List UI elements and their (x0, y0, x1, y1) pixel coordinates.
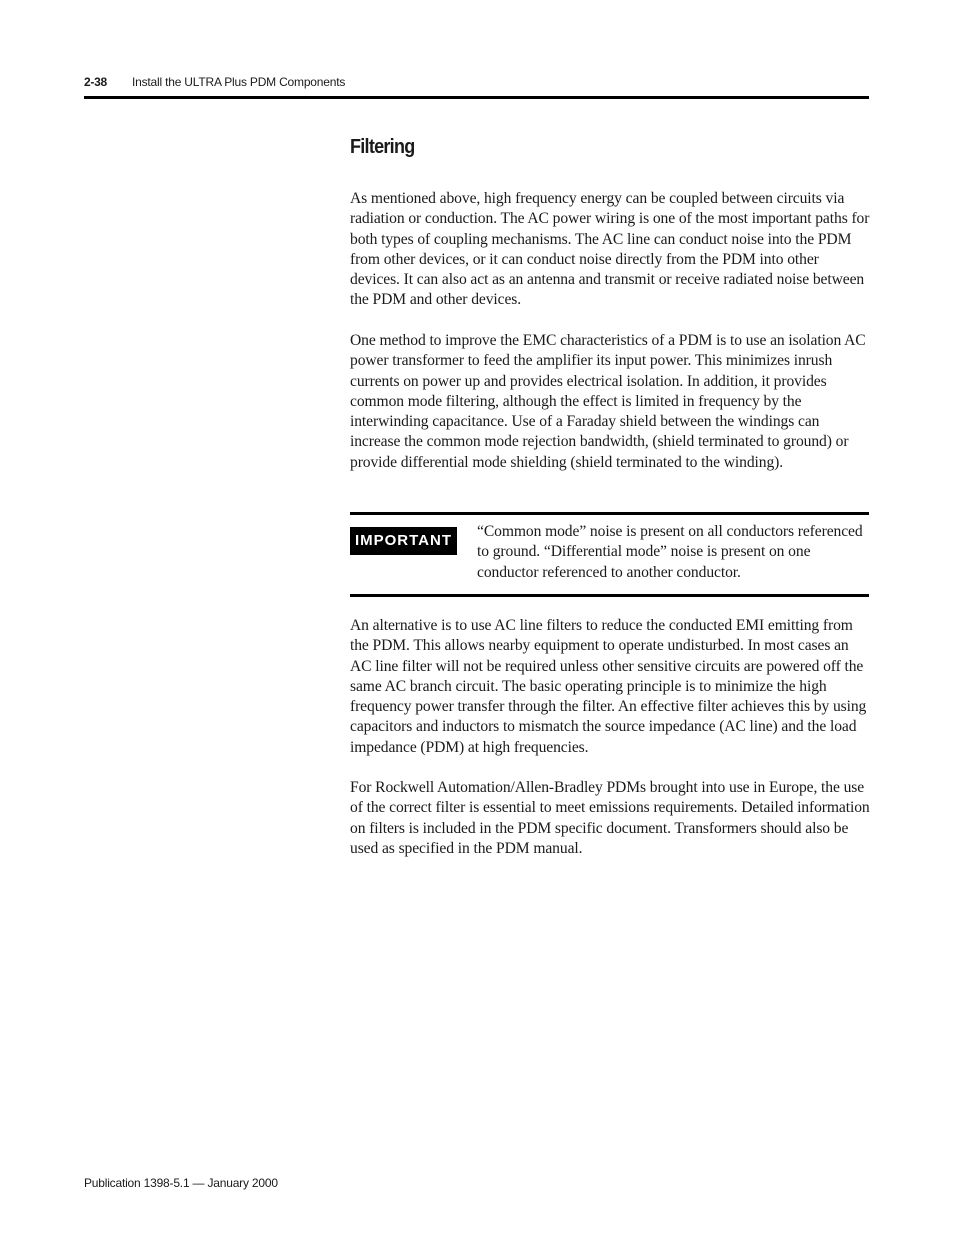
section-title: Filtering (350, 136, 415, 158)
chapter-title: Install the ULTRA Plus PDM Components (132, 75, 346, 89)
page-header (84, 74, 869, 98)
paragraph-isolation-transformer: One method to improve the EMC characteristics of a PDM is to use an isolation AC power transformer to feed the amplifier its input power. This minimizes inrush currents on power up and provides electrical isolation. In addition, it provides common mode filtering, although the effect is limited in frequency by the interwinding capacitance. Use of a Faraday shield between the windings can increase the common mode rejection bandwidth, (shield terminated to ground) or provide differential mode shielding (shield terminated to the winding). (350, 332, 866, 471)
publication-footer: Publication 1398-5.1 — January 2000 (84, 1176, 278, 1190)
header-rule (84, 96, 869, 99)
important-label: IMPORTANT (350, 527, 457, 555)
important-note-text: “Common mode” noise is present on all conductors referenced to ground. “Differential mode” noise is present on one conductor referenced to another conductor. (477, 523, 863, 581)
paragraph-europe-requirements: For Rockwell Automation/Allen-Bradley PDMs brought into use in Europe, the use of the correct filter is essential to meet emissions requirements. Detailed information on filters is included in the PDM specific document. Transformers should also be used as specified in the PDM manual. (350, 779, 870, 857)
paragraph-line-filters: An alternative is to use AC line filters to reduce the conducted EMI emitting from the PDM. This allows nearby equipment to operate undisturbed. In most cases an AC line filter will not be required unless other sensitive circuits are powered off the same AC branch circuit. The basic operating principle is to minimize the high frequency power transfer through the filter. An effective filter achieves this by using capacitors and inductors to mismatch the source impedance (AC line) and the load impedance (PDM) at high frequencies. (350, 617, 867, 756)
important-bottom-rule (350, 594, 869, 597)
important-top-rule (350, 512, 869, 515)
page-number: 2-38 (84, 75, 107, 89)
paragraph-coupling: As mentioned above, high frequency energy can be coupled between circuits via radiation or conduction. The AC power wiring is one of the most important paths for both types of coupling mechanisms. The AC line can conduct noise into the PDM from other devices, or it can conduct noise directly from the PDM into other devices. It can also act as an antenna and transmit or receive radiated noise between the PDM and other devices. (350, 190, 870, 309)
